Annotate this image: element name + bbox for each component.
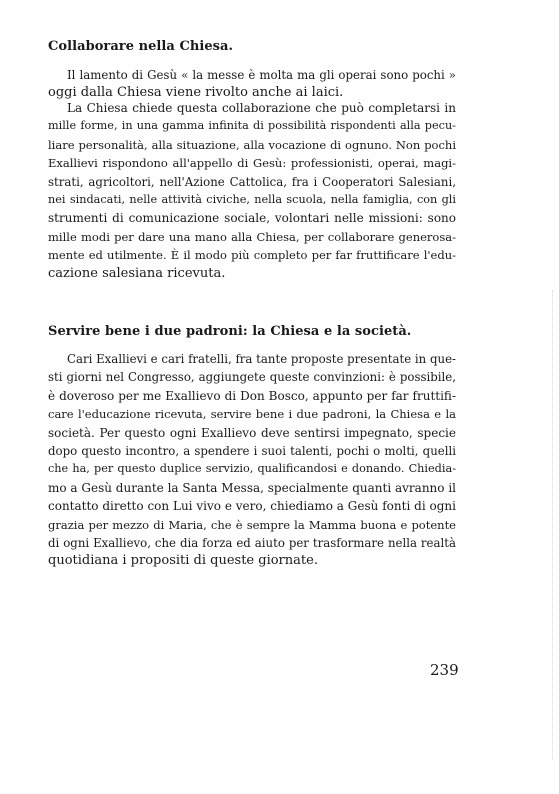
- text-line: dopo questo incontro, a spendere i suoi talenti, pochi o molti, quelli: [48, 443, 456, 458]
- text-line: liare personalità, alla situazione, alla vocazione di ognuno. Non pochi: [48, 137, 456, 152]
- text-line: mille modi per dare una mano alla Chiesa, per collaborare generosa-: [48, 229, 456, 244]
- text-line: strati, agricoltori, nell'Azione Cattolica, fra i Cooperatori Salesiani,: [48, 174, 456, 189]
- text-line: sti giorni nel Congresso, aggiungete queste convinzioni: è possibile,: [48, 370, 456, 385]
- text-line: società. Per questo ogni Exallievo deve sentirsi impegnato, specie: [48, 425, 456, 440]
- text-line: grazia per mezzo di Maria, che è sempre la Mamma buona e potente: [48, 517, 456, 532]
- text-line: quotidiana i propositi di queste giornate.: [48, 553, 318, 569]
- text-line: oggi dalla Chiesa viene rivolto anche ai laici.: [48, 85, 344, 101]
- text-line: di ogni Exallievo, che dia forza ed aiuto per trasformare nella realtà: [48, 535, 456, 550]
- paragraph-lamento: [48, 66, 456, 103]
- text-line: mente ed utilmente. È il modo più completo per far fruttificare l'edu-: [48, 248, 456, 263]
- paragraph-cari-exallievi: [48, 350, 456, 571]
- text-line: è doveroso per me Exallievo di Don Bosco, appunto per far fruttifi-: [48, 388, 456, 403]
- text-line: nei sindacati, nelle attività civiche, nella scuola, nella famiglia, con gli: [48, 192, 456, 206]
- text-line: La Chiesa chiede questa collaborazione che può completarsi in: [67, 101, 456, 115]
- text-line: mo a Gesù durante la Santa Messa, specialmente quanti avranno il: [48, 480, 456, 495]
- paragraph-chiesa-chiede: [48, 99, 456, 283]
- text-line: cazione salesiana ricevuta.: [48, 265, 226, 281]
- text-line: strumenti di comunicazione sociale, volontari nelle missioni: sono: [48, 211, 456, 226]
- text-line: Cari Exallievi e cari fratelli, fra tante proposte presentate in que-: [67, 352, 456, 366]
- text-line: che ha, per questo duplice servizio, qualificandosi e donando. Chiedia-: [48, 462, 456, 476]
- section-heading-servire: Servire bene i due padroni: la Chiesa e la società.: [48, 324, 412, 339]
- text-line: Il lamento di Gesù « la messe è molta ma gli operai sono pochi »: [67, 68, 456, 82]
- page-edge-shadow: [552, 290, 553, 760]
- text-line: Exallievi rispondono all'appello di Gesù: professionisti, operai, magi-: [48, 156, 456, 171]
- text-line: mille forme, in una gamma infinita di possibilità rispondenti alla pecu-: [48, 119, 456, 133]
- text-line: care l'educazione ricevuta, servire bene i due padroni, la Chiesa e la: [48, 407, 456, 422]
- section-heading-collaborare: Collaborare nella Chiesa.: [48, 39, 234, 54]
- page-number: 239: [430, 661, 459, 679]
- text-line: contatto diretto con Lui vivo e vero, chiediamo a Gesù fonti di ogni: [48, 499, 456, 514]
